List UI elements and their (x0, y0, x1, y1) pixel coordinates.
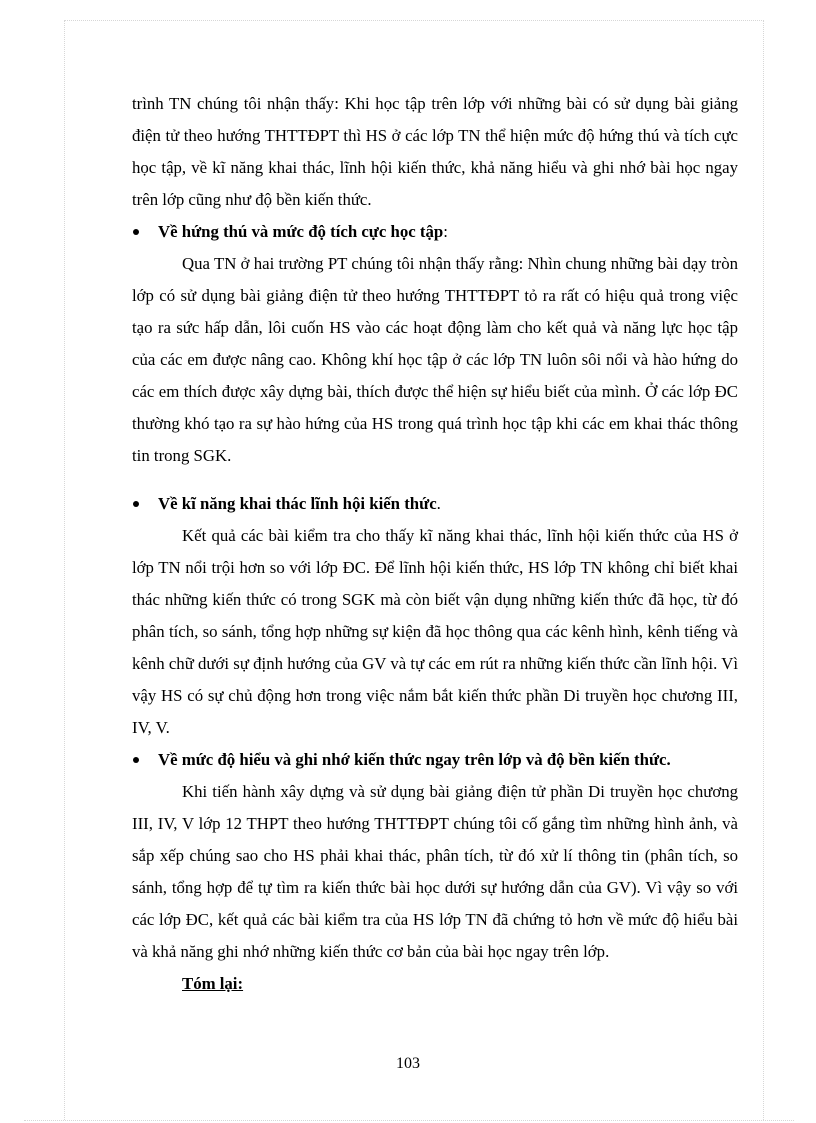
section-body-interest: Qua TN ở hai trường PT chúng tôi nhận thấy rằng: Nhìn chung những bài dạy tròn lớp có sử dụng bài giảng điện tử theo hướng THTTĐPT tỏ ra rất có hiệu quả trong việc tạo ra sức hấp dẫn, lôi cuốn HS vào các hoạt động làm cho kết quả và năng lực học tập của các em được nâng cao. Không khí học tập ở các lớp TN luôn sôi nổi và hào hứng do các em thích được xây dựng bài, thích được thể hiện sự hiểu biết của mình. Ở các lớp ĐC thường khó tạo ra sự hào hứng của HS trong quá trình học tập khi các em khai thác thông tin trong SGK. (132, 254, 738, 465)
section-heading-suffix: . (436, 494, 441, 513)
section-heading-text: Về kĩ năng khai thác lĩnh hội kiến thức (158, 494, 437, 513)
section-heading-retention (132, 744, 738, 776)
intro-paragraph: trình TN chúng tôi nhận thấy: Khi học tập trên lớp với những bài có sử dụng bài giảng điện tử theo hướng THTTĐPT thì HS ở các lớp TN thể hiện mức độ hứng thú và tích cực học tập, về kĩ năng khai thác, lĩnh hội kiến thức, khả năng hiểu và ghi nhớ bài học ngay trên lớp cũng như độ bền kiến thức. (132, 94, 738, 209)
section-heading-skills (132, 488, 738, 520)
page-bottom-rule (24, 1120, 794, 1121)
section-gap (132, 472, 738, 488)
section-body-skills: Kết quả các bài kiểm tra cho thấy kĩ năng khai thác, lĩnh hội kiến thức của HS ở lớp TN nổi trội hơn so với lớp ĐC. Để lĩnh hội kiến thức, HS lớp TN không chỉ biết khai thác những kiến thức có trong SGK mà còn biết vận dụng những kiến thức đã học, từ đó phân tích, so sánh, tổng hợp những sự kiện đã học thông qua các kênh hình, kênh tiếng và kênh chữ dưới sự định hướng của GV và tự các em rút ra những kiến thức cần lĩnh hội. Vì vậy HS có sự chủ động hơn trong việc nắm bắt kiến thức phần Di truyền học chương III, IV, V. (132, 526, 738, 737)
section-heading-interest (132, 216, 738, 248)
section-heading-text: Về hứng thú và mức độ tích cực học tập (158, 222, 444, 241)
page-content (132, 88, 738, 1000)
section-heading-text: Về mức độ hiểu và ghi nhớ kiến thức ngay trên lớp và độ bền kiến thức. (158, 750, 671, 769)
page-number: 103 (396, 1055, 420, 1072)
bullet-icon (133, 501, 139, 507)
section-body-retention: Khi tiến hành xây dựng và sử dụng bài giảng điện tử phần Di truyền học chương III, IV, V lớp 12 THPT theo hướng THTTĐPT chúng tôi cố gắng tìm những hình ảnh, và sắp xếp chúng sao cho HS phải khai thác, phân tích, từ đó xử lí thông tin (phân tích, so sánh, tổng hợp để tự tìm ra kiến thức bài học dưới sự hướng dẫn của GV). Vì vậy so với các lớp ĐC, kết quả các bài kiểm tra của HS lớp TN đã chứng tỏ hơn về mức độ hiểu bài và khả năng ghi nhớ những kiến thức cơ bản của bài học ngay trên lớp. (132, 782, 738, 961)
bullet-icon (133, 229, 139, 235)
section-heading-suffix: : (443, 222, 448, 241)
bullet-icon (133, 757, 139, 763)
conclusion-heading: Tóm lại: (182, 974, 244, 993)
